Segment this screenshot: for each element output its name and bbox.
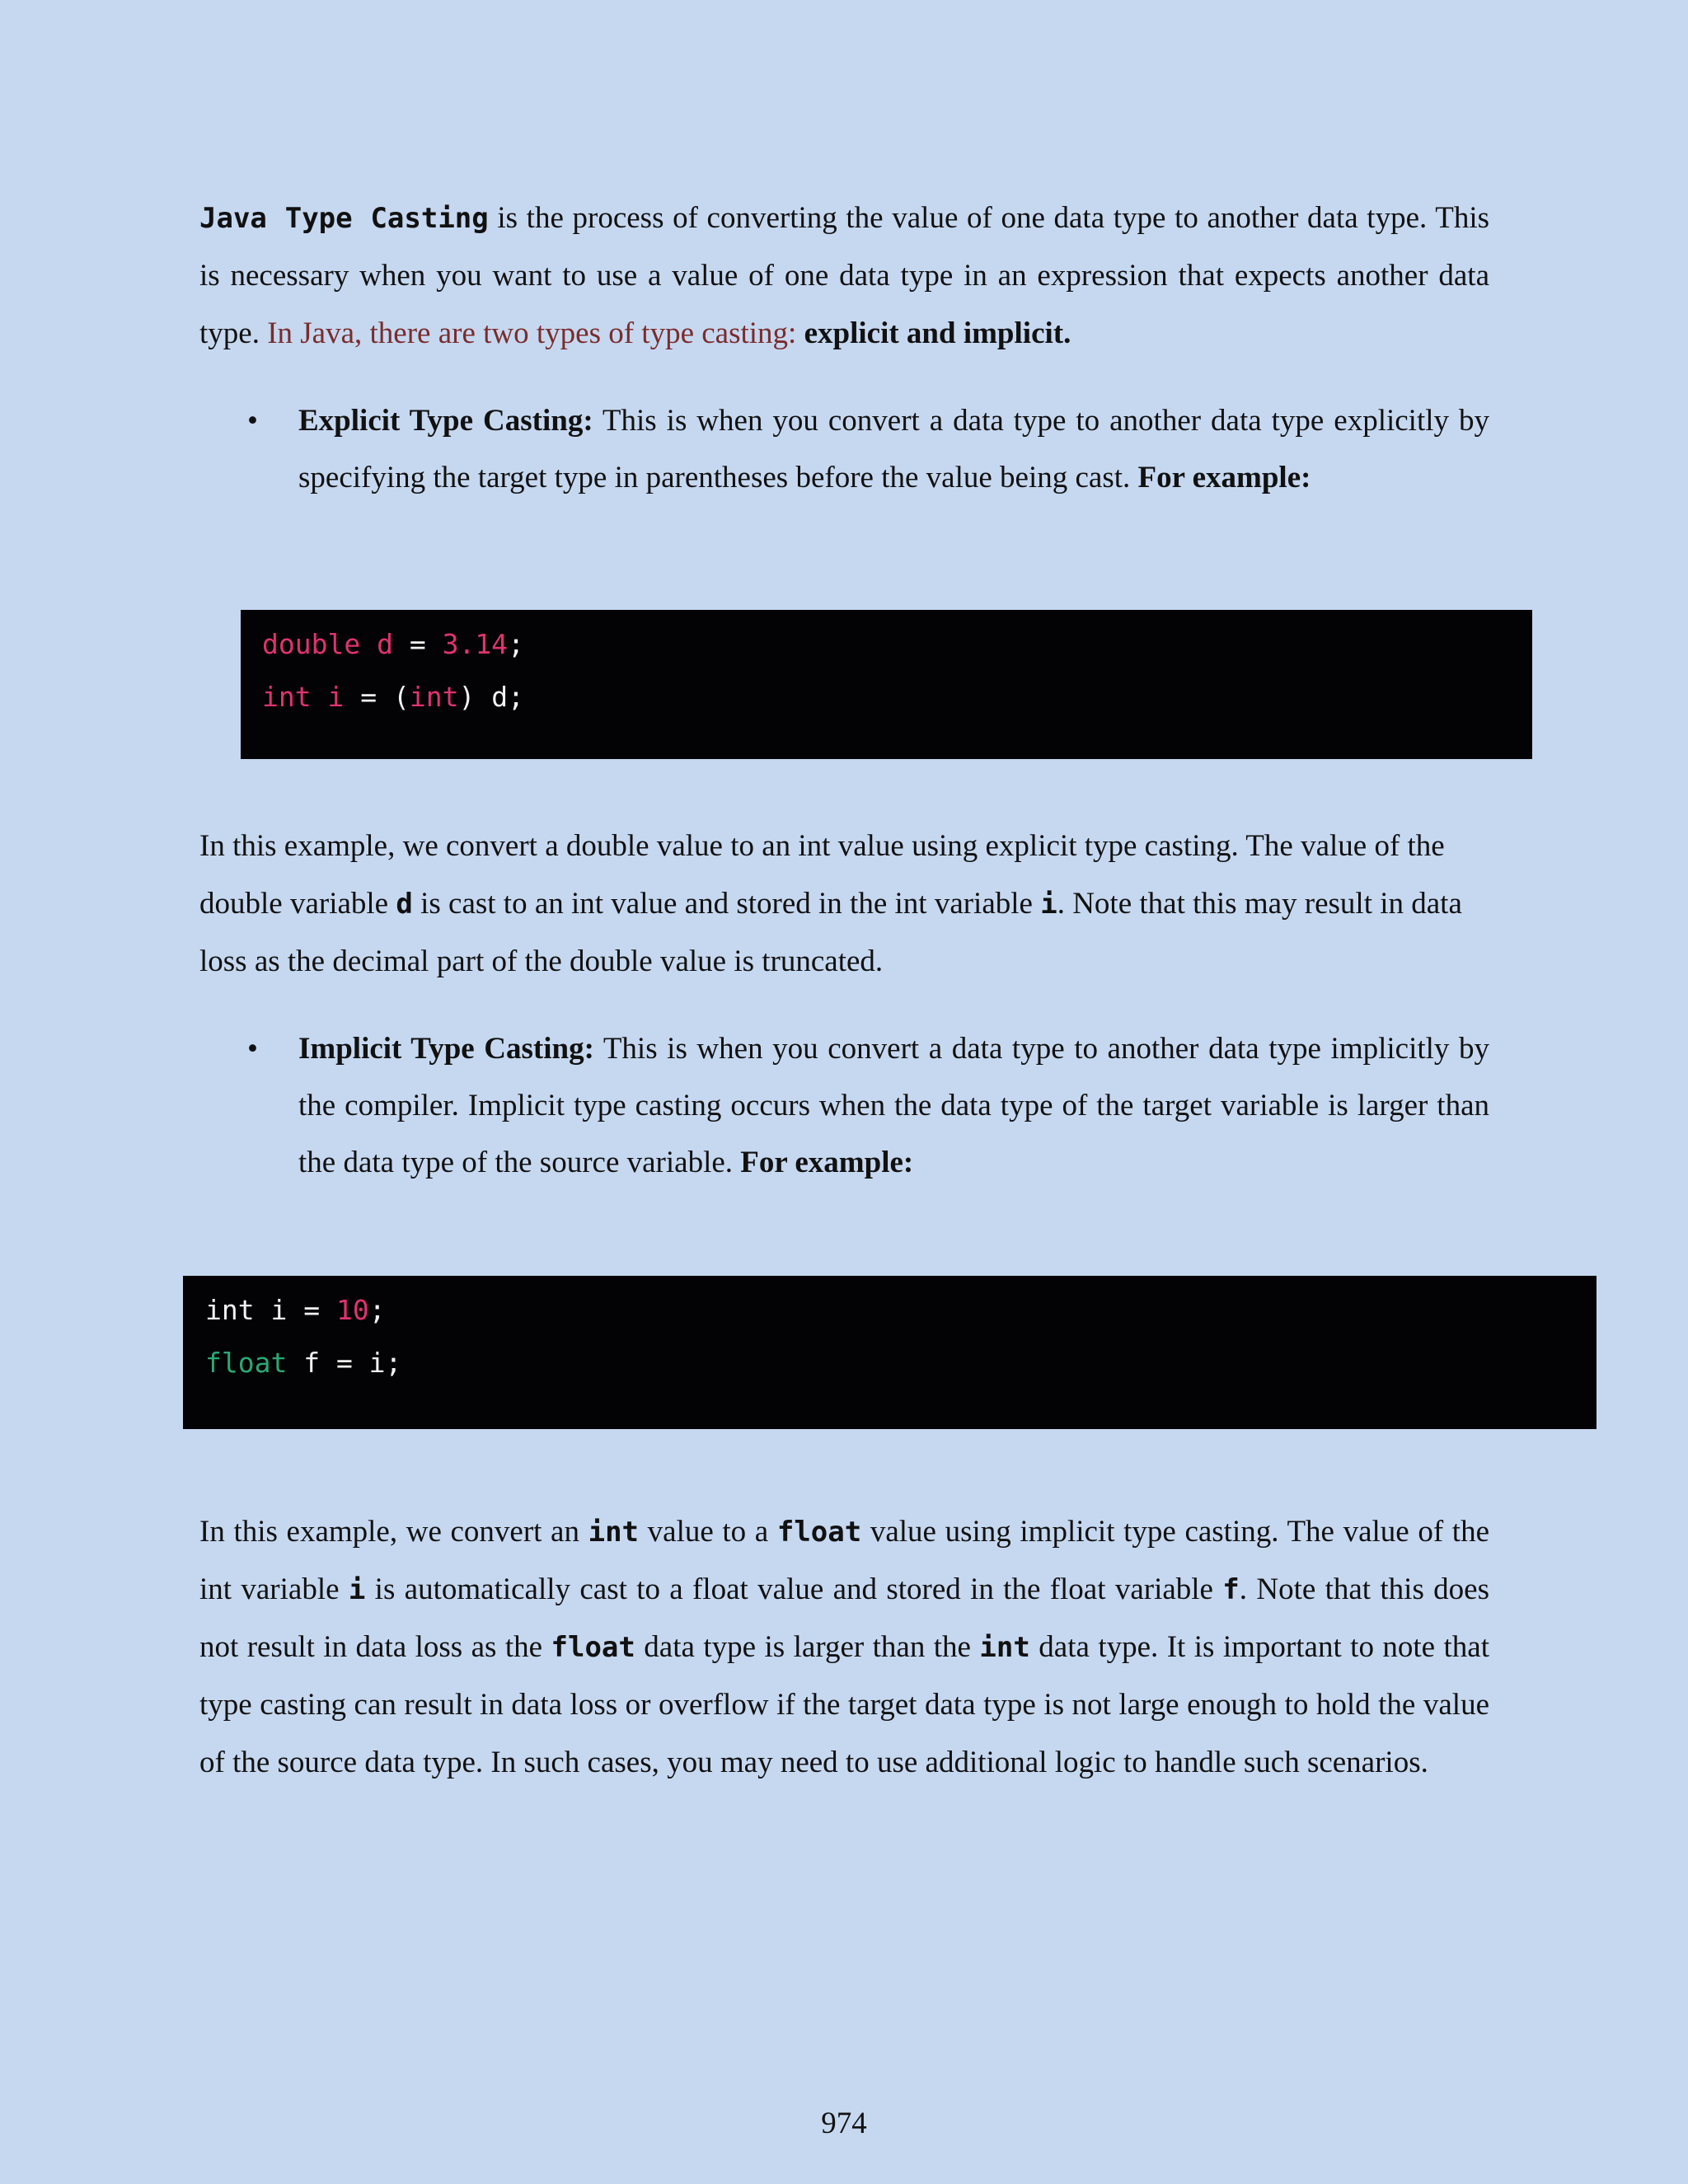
explain1-paragraph — [199, 818, 1489, 991]
explain2-text: . Note that this does not result in data loss as the — [199, 1572, 1489, 1664]
inline-code-int: int — [588, 1516, 640, 1549]
explain2-text: data type is larger than the — [635, 1630, 980, 1664]
implicit-bullet — [298, 1020, 1489, 1191]
code-line — [205, 1284, 1597, 1337]
code-cast-keyword: int — [409, 681, 459, 713]
java-type-casting-term: Java Type Casting — [199, 202, 489, 235]
explicit-for-example: For example: — [1137, 461, 1311, 494]
code-operator: = — [392, 628, 443, 660]
intro-highlight: In Java, there are two types of type casting: — [267, 316, 797, 350]
explain2-text: value using implicit type casting. The value of the int variable — [199, 1515, 1489, 1606]
code-number: 10 — [335, 1294, 369, 1326]
code-line — [262, 618, 1532, 671]
inline-code-int: int — [979, 1631, 1030, 1664]
code-text: int i = — [205, 1294, 336, 1326]
code-line — [262, 671, 1532, 724]
explicit-heading: Explicit Type Casting: — [298, 404, 593, 438]
explain1-text: In this example, we convert a double value to an int value using explicit type casting. The value of the double variable — [199, 829, 1445, 921]
inline-code-i: i — [348, 1573, 366, 1606]
explain2-paragraph — [199, 1503, 1489, 1792]
code-keyword: int — [262, 681, 312, 713]
intro-paragraph — [199, 190, 1489, 363]
code-line — [205, 1337, 1597, 1390]
implicit-text: This is when you convert a data type to another data type implicitly by the compiler. Implicit type casting occurs when the data type of the target variable is larger than the data type of the source variable. — [298, 1032, 1490, 1179]
code-variable: i — [311, 681, 345, 713]
code-keyword: double — [262, 628, 361, 660]
intro-text: is the process of converting the value of one data type to another data type. This is necessary when you want to use a value of one data type in an expression that expects another data type. — [199, 201, 1489, 350]
implicit-heading: Implicit Type Casting: — [298, 1032, 594, 1066]
code-number: 3.14 — [442, 628, 509, 660]
inline-code-float: float — [551, 1631, 635, 1664]
explain1-text: is cast to an int value and stored in the int variable — [412, 887, 1041, 921]
page-number: 974 — [821, 2107, 867, 2140]
explicit-text: This is when you convert a data type to another data type explicitly by specifying the target type in parentheses before the value being cast. — [298, 404, 1489, 494]
explain2-text: value to a — [639, 1515, 777, 1549]
explain2-text: In this example, we convert an — [199, 1515, 588, 1549]
explain2-text: is automatically cast to a float value and stored in the float variable — [365, 1572, 1223, 1606]
code-variable: d — [360, 628, 393, 660]
code-operator: = ( — [344, 681, 410, 713]
code-block-implicit — [183, 1276, 1597, 1429]
code-punctuation: ) d; — [458, 681, 524, 713]
intro-bold-end: explicit and implicit. — [796, 316, 1071, 350]
implicit-for-example: For example: — [740, 1146, 914, 1179]
code-punctuation: ; — [508, 628, 524, 660]
inline-code-d: d — [396, 888, 413, 921]
explain1-text: . Note that this may result in data loss as the decimal part of the double value is truncated. — [199, 887, 1462, 978]
inline-code-f: f — [1222, 1573, 1240, 1606]
bullet-icon: • — [247, 1032, 258, 1066]
inline-code-i: i — [1040, 888, 1057, 921]
inline-code-float: float — [776, 1516, 862, 1549]
bullet-icon: • — [247, 404, 258, 438]
explain2-text: data type. It is important to note that type casting can result in data loss or overflow if the target data type is not large enough to hold the value of the source data type. In such cases, you may need to use additional logic to handle such scenarios. — [199, 1630, 1489, 1779]
explicit-bullet — [298, 392, 1489, 506]
code-punctuation: ; — [368, 1294, 386, 1326]
code-keyword: float — [205, 1347, 288, 1379]
code-text: f = i; — [287, 1347, 402, 1379]
code-block-explicit — [241, 610, 1532, 759]
